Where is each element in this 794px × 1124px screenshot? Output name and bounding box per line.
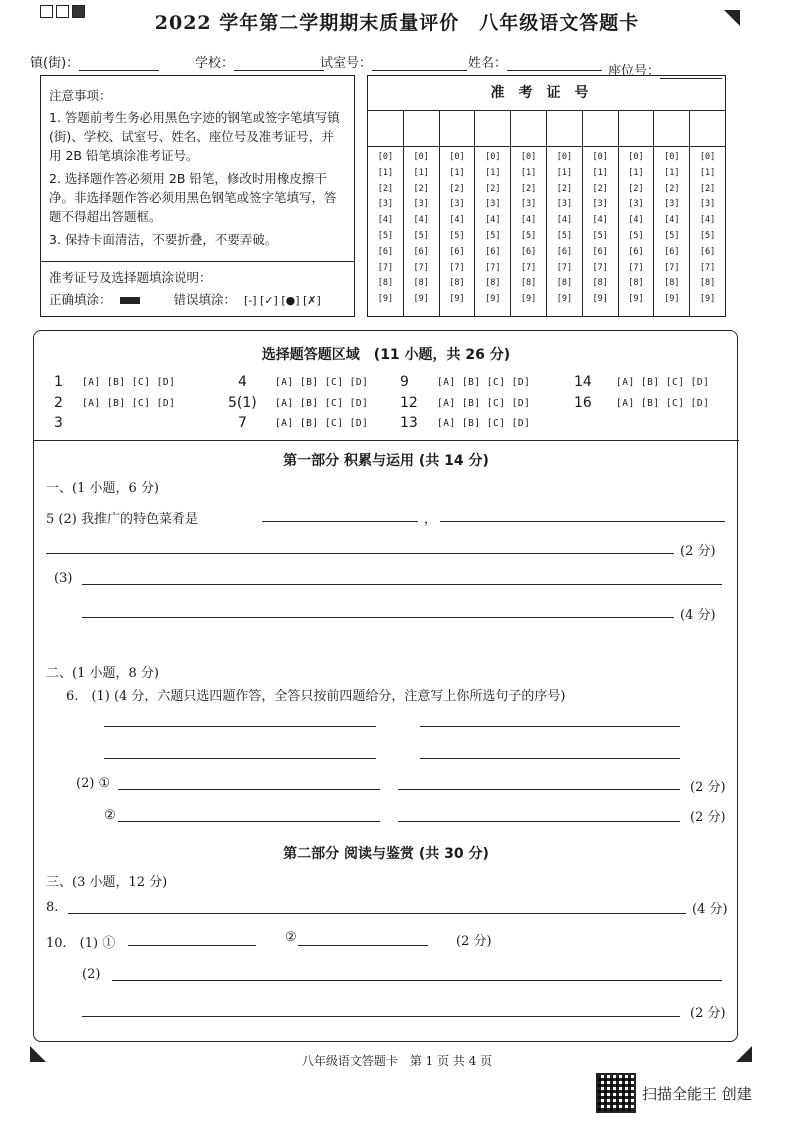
id-digit-bubble[interactable]: [8] [556,278,573,289]
id-digit-bubble[interactable]: [4] [628,215,644,226]
answer-line[interactable] [104,726,376,727]
id-digit-bubble[interactable]: [1] [592,167,608,178]
answer-line[interactable] [118,821,380,822]
choice-options[interactable]: [A] [B] [C] [D] [275,377,369,388]
part2-heading: 第二部分 阅读与鉴赏 (共 30 分) [283,846,489,862]
id-digit-bubble[interactable]: [3] [377,199,394,210]
id-digit-bubble[interactable]: [0] [485,152,501,162]
answer-line[interactable] [398,789,680,790]
q8-label: 8. [46,900,59,915]
id-digit-bubble[interactable]: [7] [664,262,680,273]
id-digit-bubble[interactable]: [7] [520,262,537,273]
seat-label: 座位号： [608,64,661,79]
id-digit-bubble[interactable]: [4] [377,215,394,226]
answer-line[interactable] [46,553,674,554]
choice-question-number: 7 [238,415,247,431]
id-digit-box[interactable] [368,110,404,146]
choice-question-number: 2 [54,395,63,411]
notice-item: 1. 答题前考生务必用黑色字迹的钢笔或签字笔填写镇(街)、学校、试室号、姓名、座位号及准考证号，并用 2B 铅笔填涂准考证号。 [49,110,340,163]
choice-options[interactable]: [A] [B] [C] [D] [82,398,176,409]
id-digit-column [368,146,404,316]
exam-id-grid [367,75,726,317]
fill-examples [49,290,349,308]
id-digit-bubble[interactable]: [0] [377,152,394,162]
school-field [195,52,324,71]
name-field [468,52,602,71]
fill-instructions-heading: 准考证号及选择题填涂说明： [49,270,212,285]
id-digit-box[interactable] [404,110,440,146]
id-digit-bubble[interactable]: [0] [556,152,573,162]
answer-line[interactable] [82,1016,680,1017]
id-digit-bubble[interactable]: [8] [628,278,644,289]
choice-question-number: 3 [54,415,63,431]
id-digit-bubble[interactable]: [6] [628,246,644,257]
id-digit-bubble[interactable]: [8] [485,278,501,289]
answer-line[interactable] [82,617,674,618]
id-digit-column [511,146,547,316]
choice-question-number: 14 [574,374,592,390]
id-digit-bubble[interactable]: [6] [449,246,465,257]
id-digit-bubble[interactable]: [2] [664,183,680,194]
id-digit-bubble[interactable]: [5] [449,230,465,241]
id-digit-column [440,146,476,316]
id-digit-bubble[interactable]: [2] [628,183,644,194]
q5-2-prompt: 5 (2) 我推广的特色菜肴是 [46,512,198,527]
id-digit-bubble[interactable]: [0] [520,152,537,162]
notice-item: 2. 选择题作答必须用 2B 铅笔，修改时用橡皮擦干净。非选择题作答必须用黑色钢笔或签字笔填写，答题不得超出答题框。 [49,171,337,224]
id-digit-bubble[interactable]: [3] [592,199,608,210]
q6-2-label: (2) ① [76,776,111,791]
id-digit-bubble[interactable]: [1] [449,167,465,178]
id-digit-bubble[interactable]: [0] [628,152,644,162]
id-digit-bubble[interactable]: [4] [413,215,429,226]
id-digit-box[interactable] [547,110,583,146]
id-digit-bubble[interactable]: [6] [520,246,537,257]
id-digit-bubble[interactable]: [8] [699,278,716,289]
id-digit-bubble[interactable]: [7] [556,262,573,273]
points-label: (2 分) [690,780,726,795]
town-input[interactable] [79,56,159,71]
id-digit-bubble[interactable]: [5] [628,230,644,241]
id-digit-bubble[interactable]: [1] [485,167,501,178]
answer-line[interactable] [420,726,680,727]
room-label: 试室号： [320,56,373,71]
notice-heading: 注意事项： [49,88,112,103]
school-label: 学校： [195,56,235,71]
answer-line[interactable] [112,980,722,981]
town-label: 镇(街)： [30,56,80,71]
id-digit-bubble[interactable]: [3] [413,199,429,210]
id-digit-bubble[interactable]: [1] [556,167,573,178]
notice-box [40,75,355,317]
id-digit-bubble[interactable]: [2] [520,183,537,194]
q6-1-prompt: 6. (1) (4 分，六题只选四题作答，全答只按前四题给分，注意写上你所选句子的序号) [66,689,566,704]
id-digit-bubble[interactable]: [9] [377,294,394,305]
id-digit-bubble[interactable]: [1] [377,167,394,178]
choice-question-number: 1 [54,374,63,390]
id-digit-bubble[interactable]: [5] [664,230,680,241]
id-digit-bubble[interactable]: [4] [485,215,501,226]
id-digit-bubble[interactable]: [0] [449,152,465,162]
answer-line[interactable] [104,758,376,759]
id-digit-column [547,146,583,316]
q5-3-label: (3) [54,571,73,586]
id-digit-bubble[interactable]: [8] [592,278,608,289]
comma: ， [424,512,438,527]
id-digit-column [404,146,440,316]
choice-question-number: 5(1) [228,395,257,411]
choice-question-number: 13 [400,415,418,431]
points-label: (2 分) [690,1006,726,1021]
q10-1-label: 10. (1) ① [46,936,116,951]
id-digit-box[interactable] [511,110,547,146]
id-digit-box[interactable] [619,110,655,146]
id-digit-bubble[interactable]: [7] [449,262,465,273]
points-label: (2 分) [680,544,716,559]
id-digit-bubble[interactable]: [2] [556,183,573,194]
id-digit-bubble[interactable]: [1] [520,167,537,178]
id-digit-bubble[interactable]: [1] [699,167,716,178]
id-digit-bubble[interactable]: [9] [592,294,608,305]
id-digit-bubble[interactable]: [6] [485,246,501,257]
answer-line[interactable] [128,945,256,946]
id-digit-bubble[interactable]: [6] [413,246,429,257]
page-title: 2022 学年第二学期期末质量评价 八年级语文答题卡 [154,12,640,34]
choice-question-number: 4 [238,374,247,390]
points-label: (4 分) [680,608,716,623]
exam-id-heading: 准考证号 [368,76,725,111]
room-input[interactable] [372,56,467,71]
town-field [30,52,159,71]
answer-line[interactable] [440,521,725,522]
page-footer: 八年级语文答题卡 第 1 页 共 4 页 [301,1054,493,1068]
choice-options[interactable]: [A] [B] [C] [D] [275,398,369,409]
id-digit-box[interactable] [475,110,511,146]
id-digit-bubble[interactable]: [7] [413,262,429,273]
id-digit-bubble[interactable]: [5] [377,230,394,241]
id-digit-bubble[interactable]: [5] [520,230,537,241]
notice-item: 3. 保持卡面清洁，不要折叠，不要弄破。 [49,232,278,247]
id-digit-bubble[interactable]: [6] [377,246,394,257]
id-digit-bubble[interactable]: [1] [413,167,429,178]
id-digit-bubble[interactable]: [5] [699,230,716,241]
exam-id-write-boxes [368,110,725,147]
q6-2-circ2: ② [104,808,116,823]
id-digit-bubble[interactable]: [2] [592,183,608,194]
id-digit-bubble[interactable]: [4] [664,215,680,226]
id-digit-bubble[interactable]: [7] [628,262,644,273]
id-digit-bubble[interactable]: [0] [592,152,608,162]
answer-line[interactable] [398,821,680,822]
choice-question-number: 12 [400,395,418,411]
id-digit-bubble[interactable]: [7] [377,262,394,273]
id-digit-bubble[interactable]: [4] [592,215,608,226]
section-2-heading: 二、(1 小题，8 分) [46,666,159,681]
id-digit-bubble[interactable]: [3] [699,199,716,210]
id-digit-bubble[interactable]: [8] [449,278,465,289]
choice-question-number: 9 [400,374,409,390]
id-digit-bubble[interactable]: [4] [449,215,465,226]
choice-heading: 选择题答题区域 (11 小题，共 26 分) [261,347,511,363]
id-digit-column [690,146,725,316]
id-digit-box[interactable] [440,110,476,146]
school-input[interactable] [234,56,324,71]
id-digit-bubble[interactable]: [4] [556,215,573,226]
choice-options[interactable]: [A] [B] [C] [D] [82,377,176,388]
part1-heading: 第一部分 积累与运用 (共 14 分) [283,453,489,469]
id-digit-bubble[interactable]: [4] [520,215,537,226]
id-digit-bubble[interactable]: [3] [664,199,680,210]
id-digit-bubble[interactable]: [2] [377,183,394,194]
id-digit-bubble[interactable]: [8] [520,278,537,289]
id-digit-bubble[interactable]: [3] [556,199,573,210]
answer-line[interactable] [420,758,680,759]
name-input[interactable] [507,56,602,71]
id-digit-column [654,146,690,316]
answer-line[interactable] [118,789,380,790]
qr-code-icon [596,1073,636,1113]
id-digit-bubble[interactable]: [8] [664,278,680,289]
id-digit-box[interactable] [690,110,725,146]
id-digit-bubble[interactable]: [2] [449,183,465,194]
section-1-heading: 一、(1 小题，6 分) [46,481,159,496]
id-digit-bubble[interactable]: [5] [485,230,501,241]
choice-options[interactable]: [A] [B] [C] [D] [616,398,710,409]
id-digit-bubble[interactable]: [8] [377,278,394,289]
choice-options[interactable]: [A] [B] [C] [D] [437,377,531,388]
id-digit-bubble[interactable]: [8] [413,278,429,289]
id-digit-bubble[interactable]: [6] [664,246,680,257]
points-label: (4 分) [692,902,728,917]
id-digit-bubble[interactable]: [7] [592,262,608,273]
id-digit-bubble[interactable]: [1] [664,167,680,178]
divider [33,440,739,441]
id-digit-bubble[interactable]: [9] [628,294,644,305]
q10-circ2: ② [285,930,297,945]
id-digit-bubble[interactable]: [3] [485,199,501,210]
exam-id-bubbles [368,146,725,316]
id-digit-bubble[interactable]: [5] [413,230,429,241]
points-label: (2 分) [456,934,492,949]
id-digit-bubble[interactable]: [5] [556,230,573,241]
id-digit-bubble[interactable]: [2] [485,183,501,194]
id-digit-column [583,146,619,316]
id-digit-bubble[interactable]: [2] [413,183,429,194]
id-digit-box[interactable] [583,110,619,146]
id-digit-bubble[interactable]: [7] [699,262,716,273]
id-digit-bubble[interactable]: [2] [699,183,716,194]
id-digit-bubble[interactable]: [9] [556,294,573,305]
answer-line[interactable] [298,945,428,946]
id-digit-bubble[interactable]: [1] [628,167,644,178]
id-digit-bubble[interactable]: [3] [449,199,465,210]
choice-options[interactable]: [A] [B] [C] [D] [275,418,369,429]
q10-2-label: (2) [82,967,101,982]
id-digit-bubble[interactable]: [0] [699,152,716,162]
id-digit-bubble[interactable]: [0] [413,152,429,162]
id-digit-bubble[interactable]: [9] [449,294,465,305]
id-digit-bubble[interactable]: [9] [520,294,537,305]
id-digit-bubble[interactable]: [4] [699,215,716,226]
id-digit-bubble[interactable]: [0] [664,152,680,162]
id-digit-box[interactable] [654,110,690,146]
room-field [320,52,467,71]
choice-question-number: 16 [574,395,592,411]
choice-options[interactable]: [A] [B] [C] [D] [616,377,710,388]
id-digit-bubble[interactable]: [9] [413,294,429,305]
correct-fill-mark [120,297,140,304]
id-digit-bubble[interactable]: [6] [556,246,573,257]
correct-fill-label: 正确填涂： [49,292,112,307]
id-digit-bubble[interactable]: [6] [699,246,716,257]
answer-line[interactable] [262,521,418,522]
answer-line[interactable] [82,584,722,585]
id-digit-bubble[interactable]: [7] [485,262,501,273]
watermark-text: 扫描全能王 创建 [642,1085,752,1103]
wrong-fill-label: 错误填涂： [173,292,236,307]
id-digit-bubble[interactable]: [5] [592,230,608,241]
id-digit-column [475,146,511,316]
id-digit-bubble[interactable]: [9] [664,294,680,305]
choice-options[interactable]: [A] [B] [C] [D] [437,398,531,409]
id-digit-bubble[interactable]: [3] [628,199,644,210]
id-digit-bubble[interactable]: [3] [520,199,537,210]
points-label: (2 分) [690,810,726,825]
answer-line[interactable] [68,913,686,914]
wrong-fill-marks: [-] [✓] [●] [✗] [243,294,321,307]
id-digit-bubble[interactable]: [9] [699,294,716,305]
section-3-heading: 三、(3 小题，12 分) [46,875,168,890]
choice-options[interactable]: [A] [B] [C] [D] [437,418,531,429]
scanner-watermark [596,1073,752,1113]
name-label: 姓名： [468,56,508,71]
id-digit-bubble[interactable]: [6] [592,246,608,257]
id-digit-column [619,146,655,316]
id-digit-bubble[interactable]: [9] [485,294,501,305]
